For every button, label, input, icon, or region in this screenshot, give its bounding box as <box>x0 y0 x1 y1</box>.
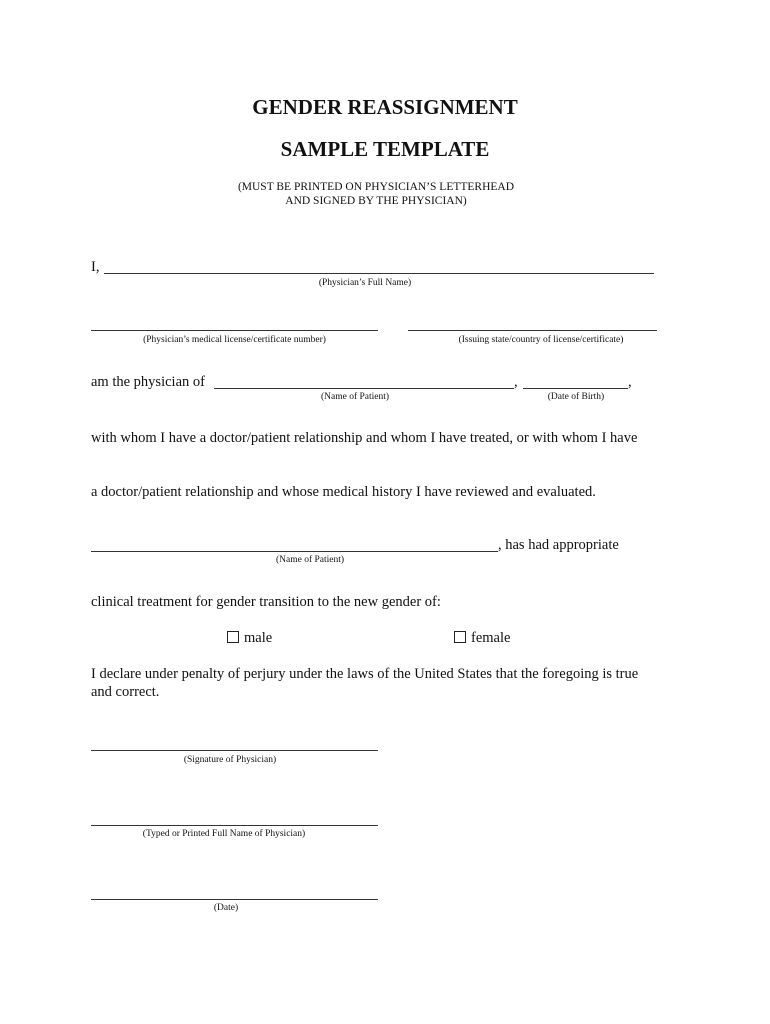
signature-caption: (Signature of Physician) <box>183 755 277 765</box>
declaration-line2: and correct. <box>91 684 160 700</box>
date-field[interactable] <box>91 899 378 900</box>
has-had-appropriate-text: , has had appropriate <box>498 537 619 553</box>
female-checkbox[interactable] <box>454 631 466 643</box>
physician-of-text: am the physician of <box>91 374 205 390</box>
patient-name-field[interactable] <box>214 388 514 389</box>
female-option[interactable] <box>454 630 510 647</box>
signature-field[interactable] <box>91 750 378 751</box>
relationship-text-line2: a doctor/patient relationship and whose medical history I have reviewed and evaluated. <box>91 484 596 500</box>
date-of-birth-caption: (Date of Birth) <box>547 392 605 402</box>
i-prefix: I, <box>91 259 100 275</box>
patient-name-field-2[interactable] <box>91 551 498 552</box>
document-title-line2: SAMPLE TEMPLATE <box>280 137 490 161</box>
physician-name-field[interactable] <box>104 273 654 274</box>
comma-2: , <box>628 374 632 390</box>
printed-name-caption: (Typed or Printed Full Name of Physician) <box>142 829 306 839</box>
patient-name-caption-2: (Name of Patient) <box>275 555 345 565</box>
issuing-state-field[interactable] <box>408 330 657 331</box>
instruction-line2: AND SIGNED BY THE PHYSICIAN) <box>285 195 467 207</box>
clinical-treatment-text: clinical treatment for gender transition to the new gender of: <box>91 594 441 610</box>
date-of-birth-field[interactable] <box>523 388 628 389</box>
comma-1: , <box>514 374 518 390</box>
license-number-caption: (Physician’s medical license/certificate number) <box>143 335 326 345</box>
document-title-line1: GENDER REASSIGNMENT <box>252 95 518 119</box>
female-label: female <box>471 630 511 646</box>
physician-name-caption: (Physician’s Full Name) <box>318 278 412 288</box>
date-caption: (Date) <box>213 903 239 913</box>
male-label: male <box>244 630 273 646</box>
declaration-line1: I declare under penalty of perjury under the laws of the United States that the foregoing is true <box>91 666 639 682</box>
patient-name-caption: (Name of Patient) <box>320 392 390 402</box>
relationship-text-line1: with whom I have a doctor/patient relationship and whom I have treated, or with whom I have <box>91 430 638 446</box>
license-number-field[interactable] <box>91 330 378 331</box>
printed-name-field[interactable] <box>91 825 378 826</box>
instruction-line1: (MUST BE PRINTED ON PHYSICIAN’S LETTERHEAD <box>237 181 515 193</box>
male-option[interactable] <box>227 630 272 647</box>
issuing-state-caption: (Issuing state/country of license/certificate) <box>458 335 624 345</box>
male-checkbox[interactable] <box>227 631 239 643</box>
